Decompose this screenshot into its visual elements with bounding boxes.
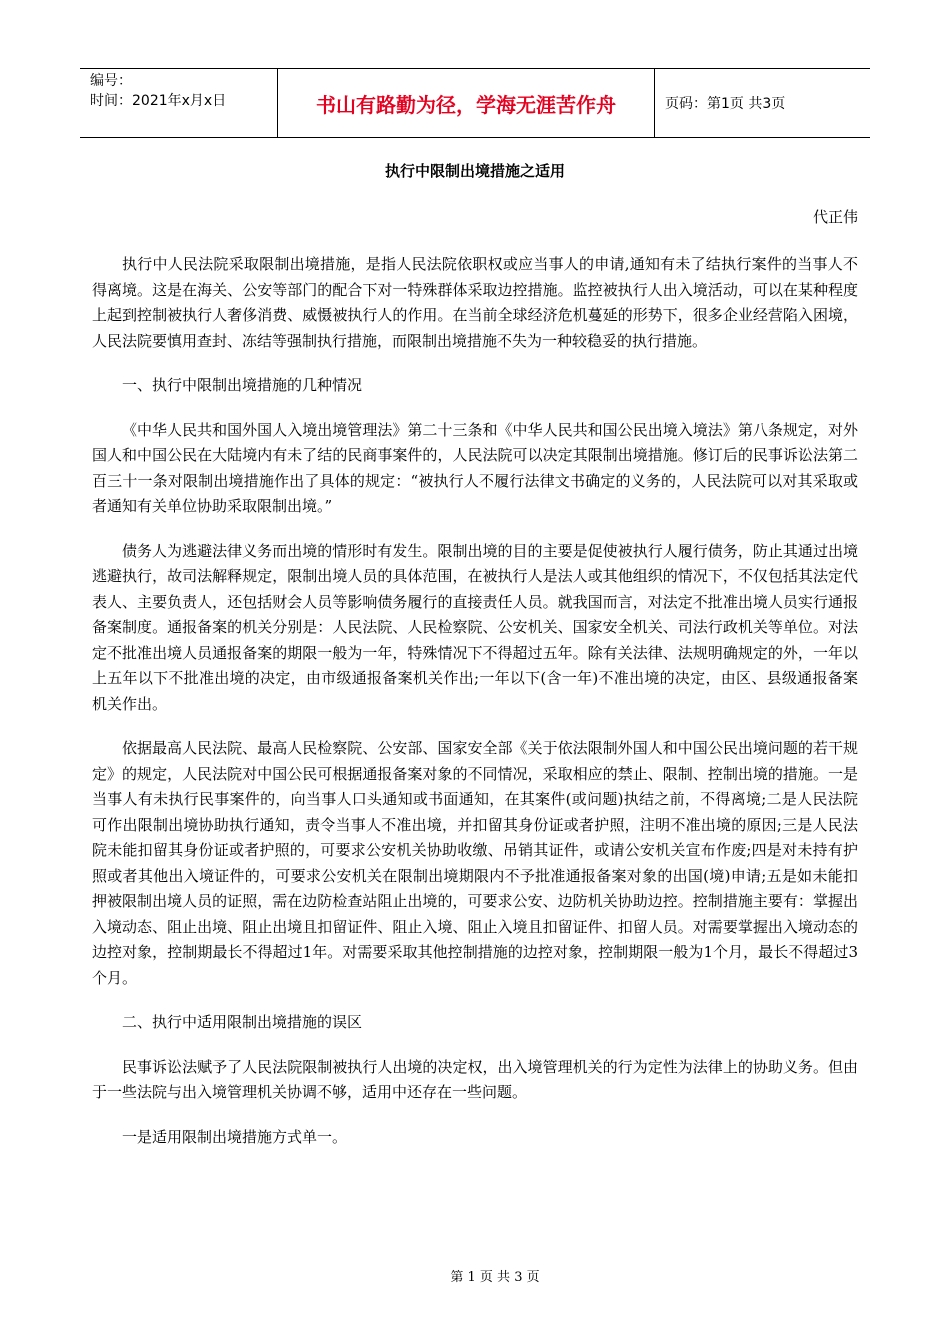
document-author: 代正伟 — [812, 208, 858, 226]
paragraph: 债务人为逃避法律义务而出境的情形时有发生。限制出境的目的主要是促使被执行人履行债务，防止其通过出境逃避执行，故司法解释规定，限制出境人员的具体范围，在被执行人是法人或其他组织的情况下，不仅包括其法定代表人、主要负责人，还包括财会人员等影响债务履行的直接责任人员。就我国而言，对法定不批准出境人员实行通报备案制度。通报备案的机关分别是：人民法院、人民检察院、公安机关、国家安全机关、司法行政机关等单位。对法定不批准出境人员通报备案的期限一般为一年，特殊情况下不得超过五年。除有关法律、法规明确规定的外，一年以上五年以下不批准出境的决定，由市级通报备案机关作出;一年以下(含一年)不准出境的决定，由区、县级通报备案机关作出。 — [92, 541, 858, 713]
paragraph: 执行中人民法院采取限制出境措施，是指人民法院依职权或应当事人的申请,通知有未了结执行案件的当事人不得离境。这是在海关、公安等部门的配合下对一特殊群体采取边控措施。监控被执行人出入境活动，可以在某种程度上起到控制被执行人奢侈消费、威慑被执行人的作用。在当前全球经济危机蔓延的形势下，很多企业经营陷入困境，人民法院要慎用查封、冻结等强制执行措施，而限制出境措施不失为一种较稳妥的执行措施。 — [92, 255, 858, 350]
document-header — [80, 68, 870, 138]
page-footer: 第 1 页 共 3 页 — [450, 1270, 540, 1285]
header-motto: 书山有路勤为径，学海无涯苦作舟 — [278, 69, 655, 137]
paragraph: 民事诉讼法赋予了人民法院限制被执行人出境的决定权，出入境管理机关的行为定性为法律上的协助义务。但由于一些法院与出入境管理机关协调不够，适用中还存在一些问题。 — [92, 1057, 858, 1101]
header-page-label: 页码：第1页 共3页 — [665, 96, 786, 112]
section-heading: 二、执行中适用限制出境措施的误区 — [122, 1013, 363, 1031]
header-meta — [80, 69, 278, 137]
paragraph: 一是适用限制出境措施方式单一。 — [122, 1127, 348, 1146]
number-label: 编号： — [90, 73, 132, 89]
paragraph: 《中华人民共和国外国人入境出境管理法》第二十三条和《中华人民共和国公民出境入境法》第八条规定，对外国人和中国公民在大陆境内有未了结的民商事案件的，人民法院可以决定其限制出境措施。修订后的民事诉讼法第二百三十一条对限制出境措施作出了具体的规定：“被执行人不履行法律文书确定的义务的，人民法院可以对其采取或者通知有关单位协助采取限制出境。” — [92, 420, 858, 515]
paragraph: 依据最高人民法院、最高人民检察院、公安部、国家安全部《关于依法限制外国人和中国公民出境问题的若干规定》的规定，人民法院对中国公民可根据通报备案对象的不同情况，采取相应的禁止、限制、控制出境的措施。一是当事人有未执行民事案件的，向当事人口头通知或书面通知，在其案件(或问题)执结之前，不得离境;二是人民法院可作出限制出境协助执行通知，责令当事人不准出境，并扣留其身份证或者护照，注明不准出境的原因;三是人民法院未能扣留其身份证或者护照的，可要求公安机关协助收缴、吊销其证件，或请公安机关宣布作废;四是对未持有护照或者其他出入境证件的，可要求公安机关在限制出境期限内不予批准通报备案对象的出国(境)申请;五是如未能扣押被限制出境人员的证照，需在边防检查站阻止出境的，可要求公安、边防机关协助边控。控制措施主要有：掌握出入境动态、阻止出境、阻止出境且扣留证件、阻止入境、阻止入境且扣留证件、扣留人员。对需要掌握出入境动态的边控对象，控制期最长不得超过1年。对需要采取其他控制措施的边控对象，控制期限一般为1个月，最长不得超过3个月。 — [92, 739, 858, 987]
document-title: 执行中限制出境措施之适用 — [384, 162, 565, 180]
section-heading: 一、执行中限制出境措施的几种情况 — [122, 376, 363, 394]
time-label: 时间：2021年x月x日 — [90, 93, 227, 109]
document-body — [92, 252, 858, 1169]
